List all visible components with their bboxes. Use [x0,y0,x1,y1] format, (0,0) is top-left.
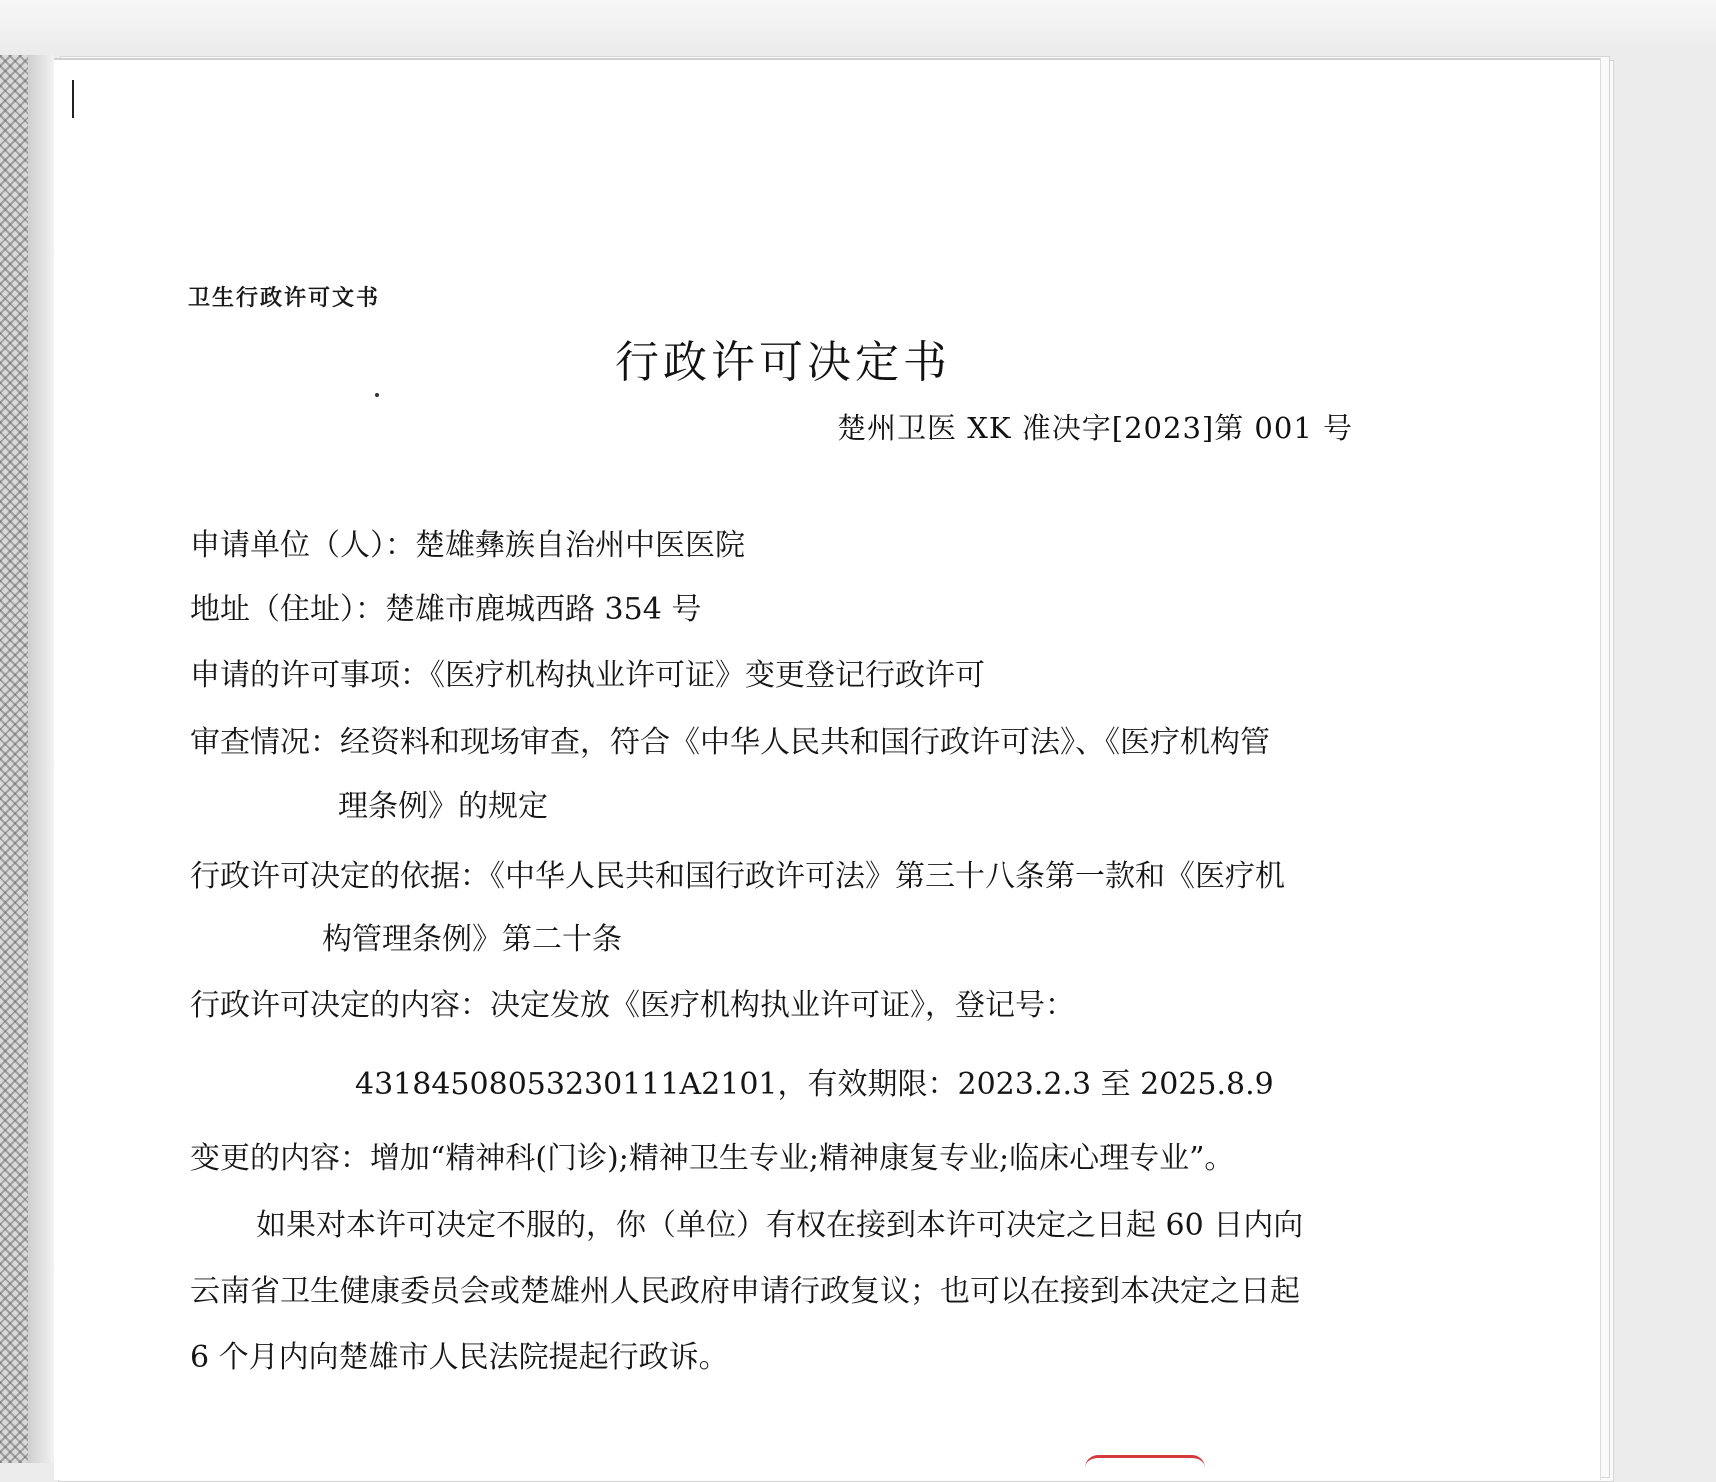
basis-label: 行政许可决定的依据： [190,859,490,894]
content-value-line2: 43184508053230111A2101，有效期限：2023.2.3 至 2025.8.9 [355,1067,1274,1102]
applicant-label: 申请单位（人）： [190,528,415,563]
content-line [190,986,1430,1026]
basis-value-line2: 构管理条例》第二十条 [322,922,622,957]
change-line [190,1139,1430,1179]
official-seal-edge [1085,1455,1205,1468]
review-line [190,723,1430,763]
document-page [54,58,1600,1480]
review-value-line2: 理条例》的规定 [338,789,548,824]
address-line [190,590,1430,630]
applicant-value: 楚雄彝族自治州中医医院 [415,528,745,563]
basis-line [190,857,1430,897]
document-title: 行政许可决定书 [615,337,951,388]
content-label: 行政许可决定的内容： [190,988,490,1023]
address-label: 地址（住址）： [190,592,385,627]
review-value-line1: 经资料和现场审查，符合《中华人民共和国行政许可法》、《医疗机构管 [340,725,1270,760]
permit-item-value: 《医疗机构执业许可证》变更登记行政许可 [430,658,985,693]
scan-dot [375,393,379,397]
basis-value-line1: 《中华人民共和国行政许可法》第三十八条第一款和《医疗机 [490,859,1285,894]
remedy-line2: 云南省卫生健康委员会或楚雄州人民政府申请行政复议；也可以在接到本决定之日起 [190,1274,1300,1309]
remedy-line3: 6 个月内向楚雄市人民法院提起行政诉。 [190,1340,729,1375]
remedy-line1: 如果对本许可决定不服的，你（单位）有权在接到本许可决定之日起 60 日内向 [256,1208,1304,1243]
applicant-line [190,526,1430,566]
binding-edge [0,55,28,1463]
scan-background [0,0,1716,52]
permit-item-label: 申请的许可事项： [190,658,430,693]
document-number: 楚州卫医 XK 准决字[2023]第 001 号 [837,411,1353,445]
permit-item-line [190,656,1430,696]
content-value-line1: 决定发放《医疗机构执业许可证》，登记号： [490,988,1075,1023]
document-category: 卫生行政许可文书 [188,285,381,311]
change-label: 变更的内容： [190,1141,370,1176]
review-label: 审查情况： [190,725,340,760]
binding-gap [28,55,54,1463]
address-value: 楚雄市鹿城西路 354 号 [385,592,702,627]
scan-mark [72,80,74,118]
change-value: 增加“精神科(门诊);精神卫生专业;精神康复专业;临床心理专业”。 [370,1141,1235,1176]
